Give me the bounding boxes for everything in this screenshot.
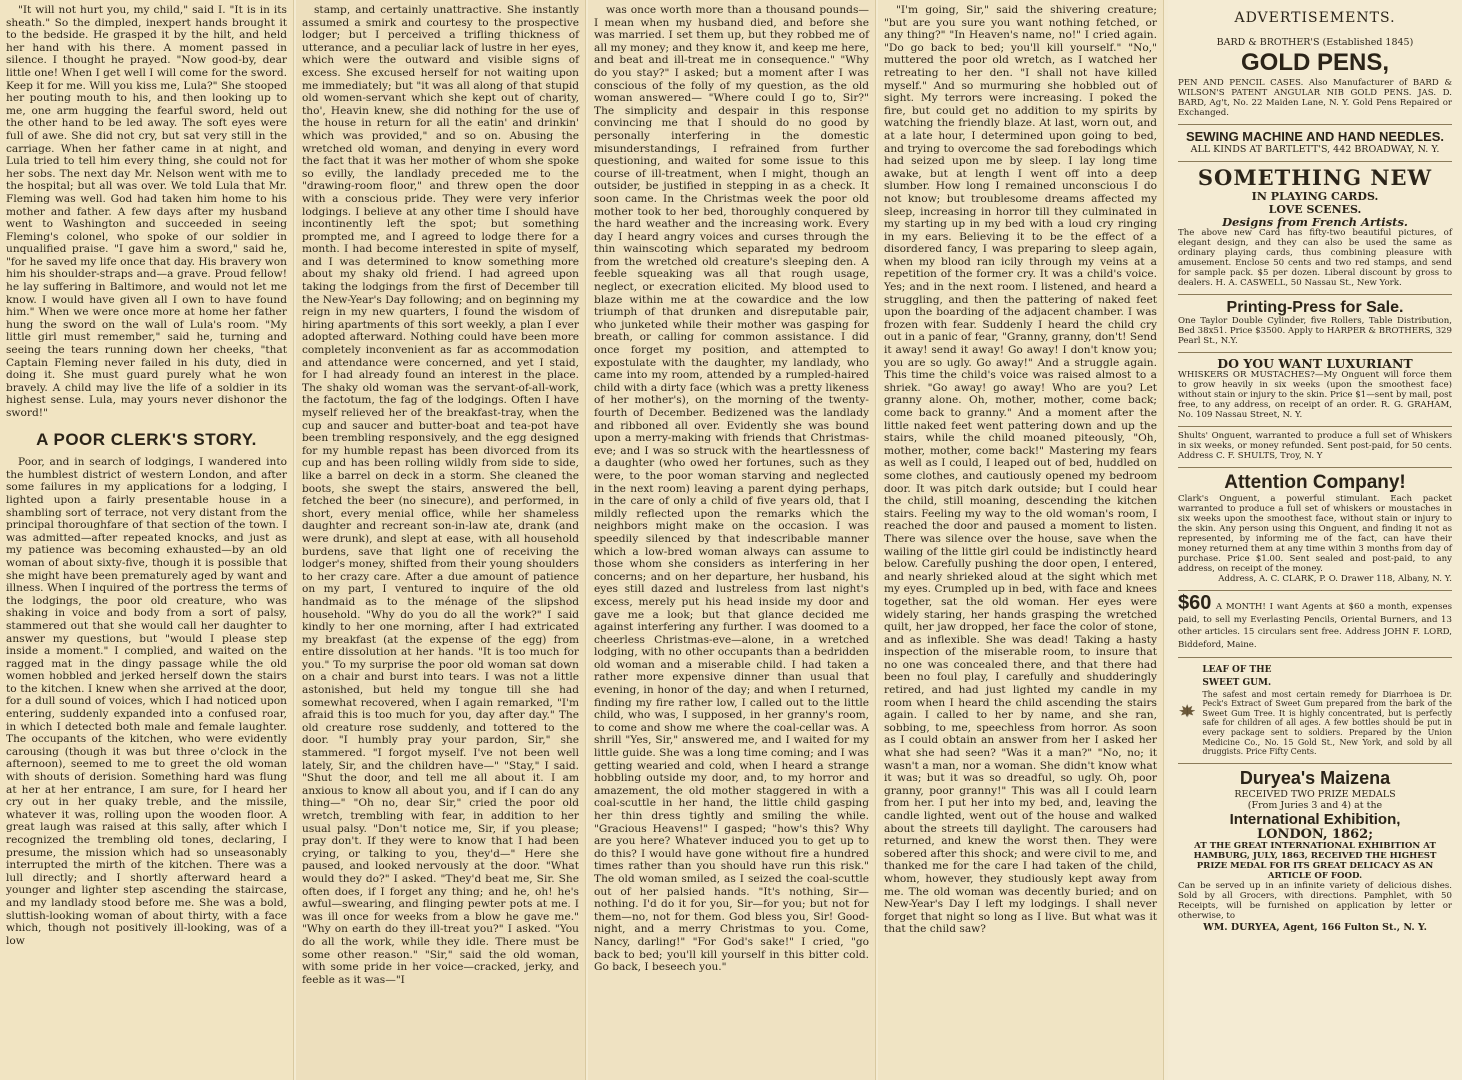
ad-cards-sub2: LOVE SCENES. <box>1268 202 1362 216</box>
ad-leaf-body: The safest and most certain remedy for Diarrhoea is Dr. Peck's Extract of Sweet Gum prepared from the bark of the Sweet Gum Tree. It is highly concentrated, but is perfectly safe for children of all ages. A few bottles should be put in every package sent to soldiers. Prepared by the Union Medicine Co., No. 15 Gold St., New York, and sold by all druggists. Price Fifty Cents. <box>1202 689 1452 757</box>
ad-gold-pens-title: GOLD PENS, <box>1240 48 1390 76</box>
ad-duryea <box>1178 764 1452 940</box>
ad-sixty-body: A MONTH! I want Agents at $60 a month, expenses paid, to sell my Everlasting Pencils, Oriental Burners, and 13 other articles. 15 circulars sent free. Address JOHN F. LORD, Biddeford, Maine. <box>1178 602 1453 650</box>
ad-cards-sub: IN PLAYING CARDS. <box>1251 189 1379 203</box>
ad-whiskers-body: WHISKERS OR MUSTACHES?—My Onguent will force them to grow heavily in six weeks (upon the smoothest face) without stain or injury to the skin. Price $1—sent by mail, post free, to any address, on receipt of an order. R. G. GRAHAM, No. 109 Nassau Street, N. Y. <box>1178 370 1452 421</box>
story-ending-text: "It will not hurt you, my child," said I. "It is in its sheath." So the dimpled, inexpert hands brought it to the bedside. He grasped it by the hilt, and held her hand with his there. A moment passed in silence. I thought he prayed. "Now good-by, dear little one! When I get well I will come for the sword. Keep it for me. Will you kiss me, Lula?" She stooped her pouting mouth to his, and then looking up to me, one arm hugging the fearful sword, held out the other hand to be led away. The soft eyes were full of awe. She did not cry, but sat very still in the carriage. When her father came in at night, and Lula tried to tell him every thing, she could not for her sobs. The next day Mr. Nelson went with me to the hospital; but all was over. We told Lula that Mr. Fleming was well. God had taken him home to his mother and father. A few days after my husband went to Washington and succeeded in seeing Fleming's colonel, who spoke of our soldier in unqualified praise. "I gave him a sword," said he, "for he saved my life once that day. His bravery won him his shoulder-straps and—a grave. Proud fellow! he lay suffering in Baltimore, and would not let me know. I would have given all I own to have found him." When we were once more at home her father hung the sword on the wall of Lula's room. "My little girl must remember," said he, turning and seeing the tears running down her cheeks, "that Captain Fleming never failed in his duty, died in doing it. She must guard purely what he won bravely. A child may live the life of a soldier in its highest sense. Lula, may yours never dishonor the sword!" <box>6 4 287 419</box>
ad-duryea-body: Can be served up in an infinite variety of delicious dishes. Sold by all Grocers, with directions. Pamphlet, with 50 Receipts, will be furnished on application by letter or otherwise, to <box>1178 880 1452 921</box>
ad-duryea-caps: AT THE GREAT INTERNATIONAL EXHIBITION AT HAMBURG, JULY, 1863, RECEIVED THE HIGHEST PRIZE MEDAL FOR ITS GREAT DELICACY AS AN ARTICLE OF FOOD. <box>1193 840 1437 881</box>
ad-cards-body: The above new Card has fifty-two beautiful pictures, of elegant design, and they can also be used the same as ordinary playing cards, thus combining pleasure with amusement. Enclose 50 cents and two red stamps, and send for sample pack. $5 per dozen. Liberal discount by gross to dealers. H. A. CASWELL, 50 Nassau St., New York. <box>1178 228 1452 289</box>
column-3-text: was once worth more than a thousand pounds—I mean when my husband died, and before she was married. I set them up, but they robbed me of all my money; and they know it, and keep me here, and beat and ill-treat me in consequence." "Why do you stay?" I asked; but a moment after I was conscious of the folly of my question, as the old woman answered— "Where could I go to, Sir?" The simplicity and despair in this response convincing me that I should do no good by personally interfering in the domestic misunderstandings, I refrained from further questioning, and waited for some issue to this course of ill-treatment, when I might, though an outsider, be justified in stepping in as a check. It soon came. In the Christmas week the poor old mother took to her bed, thoroughly conquered by the hard weather and the increasing work. Every day I heard angry voices and curses through the thin wainscoting which separated my bedroom from the wretched old creature's sleeping den. A feeble squeaking was all that rough usage, neglect, or execration elicited. My blood used to blaze within me at the cowardice and the low triumph of that drunken and disreputable pair, who junketed while their mother was gasping for breath, or calling for common assistance. I did once forget my position, and attempted to expostulate with the daughter, my landlady, who came into my room, attended by a rumpled-haired child with a dirty face (which was a pretty likeness of her mother's), on the morning of the twenty-fourth of December. Bedizened was the landlady and ribboned all over. Evidently she was bound upon a merry-making with friends that Christmas-eve; and I was so struck with the heartlessness of a daughter (who owed her fortunes, such as they were, to the poor woman starving and neglected in the next room) leaving a parent dying perhaps, in the care of only a child of five years old, that I mildly reflected upon the remarks which the neighbors might make on the occasion. I was speedily silenced by that indescribable manner which a low-bred woman always can assume to those whom she considers as interfering in her concerns; and on her departure, her husband, his eyes still dazed and lustreless from last night's excess, merely put his head inside my door and gave me a look; but that glance decided me against interfering any further. I was doomed to a cheerless Christmas-eve—alone, in a wretched lodging, with no other occupants than a bedridden old woman and a miserable child. I had taken a rather more expensive dinner than usual that evening, in honor of the day; and when I returned, finding my fire rather low, I called out to the little child, who was, I supposed, in her granny's room, to come and show me where the coal-cellar was. A shrill "Yes, Sir," answered me, and I waited for my little guide. She was a long time coming; and I was getting wearied and cold, when I heard a strange hobbling outside my door, and, to my horror and amazement, the old mother staggered in with a coal-scuttle in her hand, the little child gasping her thin dress tightly and smiling the while. "Gracious Heavens!" I gasped; "how's this? Why are you here? Whatever induced you to get up to do this? I would have gone without fire a hundred times rather than you should have run this risk." The old woman smiled, as I seized the coal-scuttle out of her palsied hands. "It's nothing, Sir—nothing. I'd do it for you, Sir—for you; but not for them—no, not for them. God bless you, Sir! Good-night, and a merry Christmas to you. Come, Nancy, darling!" "For God's sake!" I cried, "go back to bed; you'll kill yourself in this bitter cold. Go back, I beseech you." <box>594 4 869 974</box>
ad-shults <box>1178 427 1452 468</box>
ad-sewing-title: SEWING MACHINE AND HAND NEEDLES. <box>1185 128 1445 144</box>
ad-cards-italic: Designs from French Artists. <box>1222 214 1408 229</box>
ad-sixty <box>1178 591 1452 657</box>
ad-duryea-line2: (From Juries 3 and 4) at the <box>1247 799 1383 811</box>
ad-whiskers-title: DO YOU WANT LUXURIANT <box>1217 356 1413 372</box>
ad-press-body: One Taylor Double Cylinder, five Rollers, Table Distribution, Bed 38x51. Price $3500. Apply to HARPER & BROTHERS, 329 Pearl St., N.Y. <box>1178 316 1452 347</box>
leaf-icon <box>1178 664 1196 756</box>
ad-gold-pens-established: BARD & BROTHER'S (Established 1845) <box>1216 36 1414 48</box>
ad-attention-body: Clark's Onguent, a powerful stimulant. Each packet warranted to produce a full set of whiskers or moustaches in six weeks upon the smoothest face, without stain or injury to the skin. Any person using this Onguent, and finding it not as represented, by informing me of the fact, can have their money returned them at any time within 3 months from day of purchase. Price $1.00. Sent sealed and post-paid, to any address, on receipt of the money. <box>1178 494 1452 575</box>
story-opening-text: Poor, and in search of lodgings, I wandered into the humblest district of western London, and after some failures in my applications for a lodging, I lighted upon a fairly presentable house in a shambling sort of terrace, not very distant from the principal thoroughfare of that section of the town. I was admitted—after repeated knocks, and just as my patience was becoming exhausted—by an old woman of about sixty-five, though it is possible that she might have been prematurely aged by want and illness. When I inquired of the portress the terms of the lodgings, the poor old creature, who was shaking in voice and body from a sort of palsy, stammered out that she would call her daughter to answer my questions, but "would I please step inside a moment." I complied, and waited on the ragged mat in the dingy passage while the old women hobbled and jerked herself down the stairs to the kitchen. I knew when she arrived at the door, for a dull sound of voices, which I had noticed upon entering, suddenly expanded into a confused roar, in which I detected both male and female laughter. The occupants of the kitchen, who were evidently carousing (though it was but three o'clock in the afternoon), seemed to me to greet the old woman with shouts of derision. Something hard was flung at her at her entrance, I am sure, for I heard her cry out in her quaky treble, and the missile, whatever it was, rolling upon the wooden floor. A great laugh was raised at this sally, after which I recognized the trembling old tones, declaring, I presume, the mission which had so unseasonably interrupted the mirth of the kitchen. There was a lull directly; and I shortly afterward heard a younger and lighter step ascending the staircase, and my landlady stood before me. She was a bold, sluttish-looking woman of about thirty, with a face which, though not positively ill-looking, was of a low <box>6 456 287 947</box>
column-1 <box>0 0 294 1080</box>
ad-sixty-amount: $60 <box>1178 592 1212 615</box>
ad-cards-title: SOMETHING NEW <box>1197 164 1433 190</box>
ad-duryea-exhibit: International Exhibition, <box>1229 810 1401 828</box>
column-2 <box>296 0 586 1080</box>
ad-duryea-agent: WM. DURYEA, Agent, 166 Fulton St., N. Y. <box>1203 921 1427 933</box>
column-3 <box>588 0 876 1080</box>
ad-printing-press <box>1178 295 1452 353</box>
ad-duryea-line1: RECEIVED TWO PRIZE MEDALS <box>1234 788 1396 800</box>
column-4-text: "I'm going, Sir," said the shivering creature; "but are you sure you want nothing fetched, or any thing?" "In Heaven's name, no!" I cried again. "Do go back to bed; you'll kill yourself." "No," muttered the poor old wretch, as I watched her retreating to her den. "I shall not have killed myself." And so murmuring she hobbled out of sight. My terrors were increasing. I poked the fire, but could get no addition to my spirits by watching the friendly blaze. At last, worn out, and at a late hour, I determined upon going to bed, and trying to overcome the sad forebodings which had seized upon me by sleep. I lay long time awake, but at length I went off into a deep slumber. How long I remained unconscious I do not know; but troublesome dreams affected my sleep, increasing in horror till they culminated in my starting up in my bed with a loud cry ringing in my ears. Believing it to be the effect of a disordered fancy, I was preparing to sleep again, when my blood ran icily through my veins at a repetition of the former cry. It was a child's voice. Yes; and in the next room. I listened, and heard a struggling, and then the pattering of naked feet upon the boarding of the adjacent chamber. I was frozen with fear. Suddenly I heard the child cry out in a panic of fear, "Granny, granny, don't! Send it away! send it away! Go away! I don't know you; you are so ugly. Go away!" And a struggle again. This time the child's voice was raised almost to a shriek. "Go away! go away! Who are you? Let granny alone. Oh, mother, mother, come back; come back to granny." And a moment after the little naked feet went pattering down and up the stairs, while the child moaned piteously, "Oh, mother, mother, come back!" Mastering my fears as well as I could, I leaped out of bed, huddled on some clothes, and cautiously opened my bedroom door. It was pitch dark outside; but I could hear the child, still moaning, descending the kitchen stairs. Feeling my way to the old woman's room, I reached the door and paused a moment to listen. There was silence over the house, save when the wailing of the little girl could be indistinctly heard below. Carefully pushing the door open, I entered, and nearly shrieked aloud at the sight which met my eyes. Crumpled up in bed, with face and knees together, sat the old woman. Her eyes were widely staring, her hands grasping the wretched quilt, her jaw dropped, her face the color of stone, and as inflexible. She was dead! Taking a hasty inspection of the miserable room, to insure that no one was concealed there, and that there had been no foul play, I carefully and shudderingly retired, and had just lighted my candle in my room when I heard the child ascending the stairs again. I called to her by name, and she ran, sobbing, to me, speechless from horror. As soon as I could obtain an answer from her I asked her what she had seen? "Was it a man?" "No, no; it wasn't a man, nor a woman. She didn't know what it was; but it was so dreadful, so ugly. Oh, poor granny, poor granny!" This was all I could learn from her. I put her into my bed, and, leaving the candle lighted, went out of the house and walked about the streets till daylight. The carousers had returned, and knew the worst then. They were sobered after this shock; and were civil to me, and thanked me for the care I had taken of the child, whom, however, they studiously kept away from me. The old woman was decently buried; and on New-Year's Day I left my lodgings. I shall never forget that night so long as I live. But what was it that the child saw? <box>884 4 1157 936</box>
column-2-text: stamp, and certainly unattractive. She instantly assumed a smirk and courtesy to the prospective lodger; but I perceived a trifling thickness of utterance, and a peculiar lack of lustre in her eyes, which were the outward and visible signs of excess. She excused herself for not waiting upon me immediately; but "it was all along of that stupid old women-servant which she kept out of charity, tho', Heavin knew, she did nothing for the use of the house in return for all the eatin' and drinkin' which was provided," and so on. Abusing the wretched old woman, and denying in every word the fact that it was her mother of whom she spoke so evilly, the landlady preceded me to the "drawing-room floor," and threw open the door with a conscious pride. They were very inferior lodgings. I believe at any other time I should have incontinently left the spot; but something prompted me, and I agreed to lodge there for a month. I had become interested in spite of myself, and I was determined to know something more about my shaky old friend. I had agreed upon taking the lodgings from the first of December till the New-Year's Day following; and on beginning my reign in my new quarters, I found the wisdom of hiring apartments of this sort weekly, a plan I ever adopted afterward. Nothing could have been more completely inconvenient as far as accommodation and attendance were concerned, and yet I staid, for I had already found an interest in the place. The shaky old woman was the servant-of-all-work, the factotum, the fag of the lodgings. Often I have myself relieved her of the breakfast-tray, when the cup and saucer and butter-boat and tea-pot have been trembling responsively, and the egg designed for my humble repast has been divorced from its cup and has been rolling wildly from side to side, like a barrel on deck in a storm. She cleaned the boots, she swept the stairs, answered the bell, fetched the beer (no sinecure), and performed, in short, every menial office, while her shameless daughter and recreant son-in-law ate, drank (and were drunk), and slept at ease, with all household burdens, save that light one of receiving the lodger's money, shifted from their young shoulders to her crazy care. After a due amount of patience on my part, I ventured to inquire of the old handmaid as to the ménage of the slipshod household. "Why do you do all the work?" I said kindly to her one morning, after I had extricated my breakfast (at the expense of the egg) from entire dissolution at her hands. "It is too much for you." To my surprise the poor old woman sat down on a chair and burst into tears. I was not a little astonished, but held my tongue till she had somewhat recovered, when I again remarked, "I'm afraid this is too much for you, day after day." The old creature rose suddenly, and tottered to the door. "I humbly pray your pardon, Sir," she stammered. "I forgot myself. I've not been well lately, Sir, and the children have—" "Stay," I said. "Shut the door, and tell me all about it. I am anxious to know all about you, and if I can do any thing—" "Oh no, dear Sir," cried the poor old wretch, trembling with fear, in addition to her usual palsy. "Don't notice me, Sir, if you please; pray don't. If they were to know that I had been crying, or talking to you, they'd—" Here she paused, and looked nervously at the door. "What would they do?" I asked. "They'd beat me, Sir. She often does, if I forget any thing; and he, oh! he's awful—swearing, and flinging pewter pots at me. I was ill once for weeks from a blow he gave me." "Why on earth do they ill-treat you?" I asked. "You do all the work, while they idle. There must be some other reason." "Sir," said the old woman, with some pride in her voice—cracked, jerky, and feeble as it was—"I <box>302 4 579 986</box>
ad-leaf-bottom: SWEET GUM. <box>1202 677 1272 688</box>
ad-duryea-title: Duryea's Maizena <box>1239 767 1391 788</box>
ad-duryea-london: LONDON, 1862; <box>1256 826 1374 842</box>
ad-attention-address: Address, A. C. CLARK, P. O. Drawer 118, Albany, N. Y. <box>1218 574 1452 585</box>
ad-attention <box>1178 468 1452 591</box>
ad-gold-pens <box>1178 33 1452 125</box>
ad-attention-title: Attention Company! <box>1224 472 1406 494</box>
ad-playing-cards <box>1178 162 1452 296</box>
ad-gold-pens-body: PEN AND PENCIL CASES. Also Manufacturer of BARD & WILSON'S PATENT ANGULAR NIB GOLD PENS. JAS. D. BARD, Ag't, No. 22 Maiden Lane, N. Y. Gold Pens Repaired or Exchanged. <box>1178 77 1452 118</box>
ad-press-title: Printing-Press for Sale. <box>1226 299 1404 317</box>
advertisements-column <box>1168 0 1462 1080</box>
ad-sewing-line: ALL KINDS AT BARTLETT'S, 442 BROADWAY, N. Y. <box>1190 143 1440 155</box>
advertisements-header: ADVERTISEMENTS. <box>1234 10 1396 26</box>
ad-sweet-gum <box>1178 658 1452 764</box>
ad-shults-body: Shults' Onguent, warranted to produce a full set of Whiskers in six weeks, or money refunded. Sent post-paid, for 50 cents. Address C. F. SHULTS, Troy, N. Y <box>1178 431 1452 462</box>
ad-sewing <box>1178 125 1452 162</box>
story-title: A POOR CLERK'S STORY. <box>36 429 257 449</box>
column-4 <box>878 0 1164 1080</box>
ad-whiskers <box>1178 353 1452 427</box>
ad-leaf-top: LEAF OF THE <box>1202 664 1272 675</box>
